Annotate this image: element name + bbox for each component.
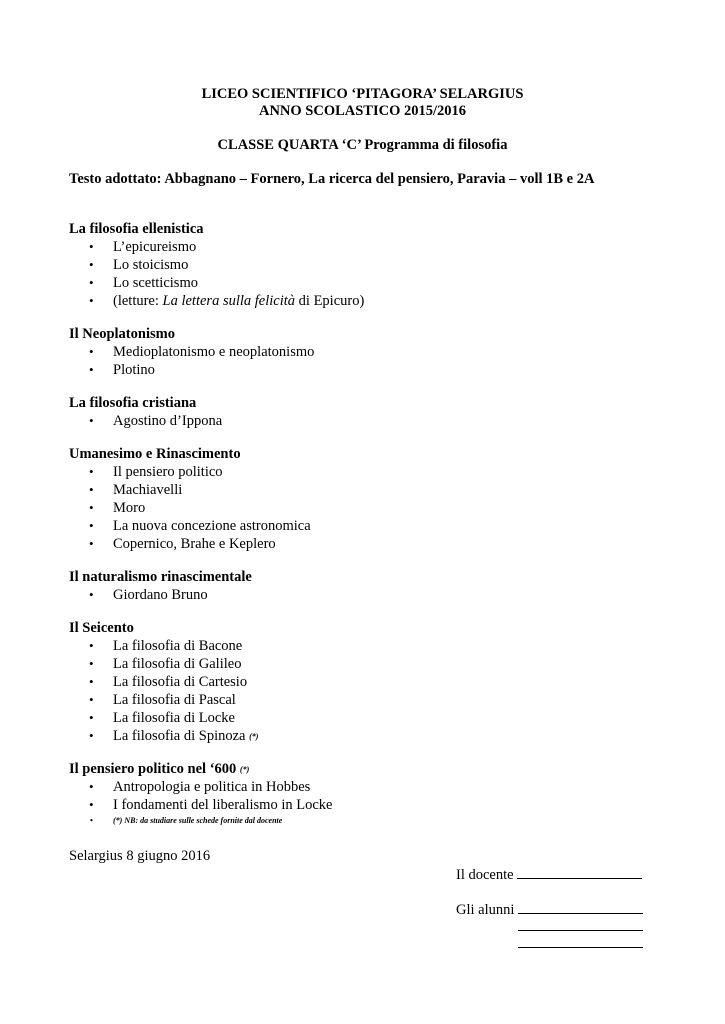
list-item: • Moro	[89, 500, 146, 516]
list-item: • La filosofia di Spinoza (*)	[89, 728, 259, 744]
list-item: • La filosofia di Cartesio	[89, 674, 248, 690]
school-year: ANNO SCOLASTICO 2015/2016	[258, 103, 467, 119]
list-item: • I fondamenti del liberalismo in Locke	[89, 797, 333, 813]
section-list	[69, 586, 252, 604]
list-item: • Il pensiero politico	[89, 464, 223, 480]
list-item: • Plotino	[89, 362, 155, 378]
bullet-icon: •	[90, 816, 93, 825]
bullet-icon: •	[89, 344, 94, 359]
bullet-icon: •	[89, 413, 94, 428]
section-cristiana	[69, 395, 222, 430]
list-item: • Agostino d’Ippona	[89, 413, 223, 429]
list-item: • Lo stoicismo	[89, 257, 189, 273]
section-list	[69, 778, 332, 828]
list-item: • Copernico, Brahe e Keplero	[89, 536, 276, 552]
students-signature-line	[518, 899, 643, 914]
textbook-line: Testo adottato: Abbagnano – Fornero, La ricerca del pensiero, Paravia – voll 1B e 2A	[69, 171, 595, 187]
section-list	[69, 463, 311, 553]
section-title: La filosofia ellenistica	[69, 221, 204, 237]
school-title: LICEO SCIENTIFICO ‘PITAGORA’ SELARGIUS	[201, 86, 524, 102]
section-umanesimo	[69, 446, 311, 553]
list-item: • Medioplatonismo e neoplatonismo	[89, 344, 315, 360]
bullet-icon: •	[89, 500, 94, 515]
section-list	[69, 637, 258, 746]
section-title: Il Neoplatonismo	[69, 326, 175, 342]
section-naturalismo	[69, 569, 252, 604]
bullet-icon: •	[89, 587, 94, 602]
bullet-icon: •	[89, 536, 94, 551]
section-title: Umanesimo e Rinascimento	[69, 446, 241, 462]
section-seicento	[69, 620, 258, 746]
bullet-icon: •	[89, 518, 94, 533]
bullet-icon: •	[89, 779, 94, 794]
bullet-icon: •	[89, 656, 94, 671]
bullet-icon: •	[89, 638, 94, 653]
bullet-icon: •	[89, 293, 94, 308]
list-item: • Giordano Bruno	[89, 587, 208, 603]
section-neoplatonismo	[69, 326, 314, 379]
list-item-reading: • (letture: La lettera sulla felicità di Epicuro)	[89, 293, 365, 309]
students-label: Gli alunni	[456, 902, 515, 918]
students-signature-line	[518, 933, 643, 948]
teacher-label: Il docente	[456, 867, 514, 883]
section-list	[69, 343, 314, 379]
footnote-mark: (*)	[239, 765, 250, 774]
list-item: • La filosofia di Pascal	[89, 692, 236, 708]
section-title: Il pensiero politico nel ‘600 (*)	[69, 761, 250, 777]
list-item: • Antropologia e politica in Hobbes	[89, 779, 311, 795]
bullet-icon: •	[89, 710, 94, 725]
list-item: • L’epicureismo	[89, 239, 197, 255]
section-list	[69, 238, 364, 310]
bullet-icon: •	[89, 464, 94, 479]
bullet-icon: •	[89, 482, 94, 497]
place-date: Selargius 8 giugno 2016	[69, 848, 211, 864]
section-politico	[69, 761, 332, 828]
section-ellenistica	[69, 221, 364, 310]
bullet-icon: •	[89, 692, 94, 707]
list-item: • La filosofia di Locke	[89, 710, 235, 726]
section-title: Il Seicento	[69, 620, 134, 636]
bullet-icon: •	[89, 257, 94, 272]
bullet-icon: •	[89, 362, 94, 377]
reading-title: La lettera sulla felicità	[162, 293, 296, 309]
section-list	[69, 412, 222, 430]
list-item: • Lo scetticismo	[89, 275, 198, 291]
bullet-icon: •	[89, 797, 94, 812]
students-signature-line	[518, 916, 643, 931]
bullet-icon: •	[89, 728, 94, 743]
footnote-mark: (*)	[249, 732, 259, 741]
list-item: • La filosofia di Galileo	[89, 656, 242, 672]
section-title: Il naturalismo rinascimentale	[69, 569, 252, 585]
section-title: La filosofia cristiana	[69, 395, 197, 411]
class-program-title: CLASSE QUARTA ‘C’ Programma di filosofia	[217, 137, 508, 153]
bullet-icon: •	[89, 239, 94, 254]
list-item: • La nuova concezione astronomica	[89, 518, 311, 534]
teacher-signature-line	[517, 864, 642, 879]
list-item: • La filosofia di Bacone	[89, 638, 243, 654]
list-item: • Machiavelli	[89, 482, 183, 498]
teacher-signature-row	[456, 864, 642, 884]
footnote-item: • (*) NB: da studiare sulle schede fornite dal docente	[69, 814, 332, 828]
bullet-icon: •	[89, 275, 94, 290]
bullet-icon: •	[89, 674, 94, 689]
